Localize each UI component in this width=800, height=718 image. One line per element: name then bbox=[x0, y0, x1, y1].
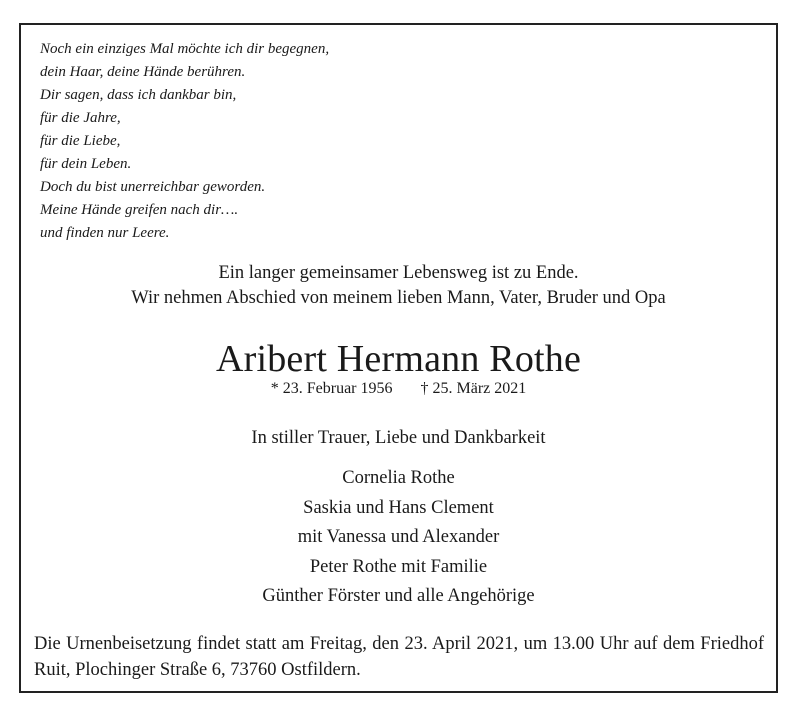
funeral-notice: Die Urnenbeisetzung findet statt am Freitag, den 23. April 2021, um 13.00 Uhr auf dem Friedhof Ruit, Plochinger Straße 6, 73760 Ostfildern. bbox=[34, 634, 764, 680]
poem-line: Dir sagen, dass ich dankbar bin, bbox=[40, 87, 237, 103]
poem-line: und finden nur Leere. bbox=[40, 225, 170, 241]
intro-text bbox=[21, 261, 776, 311]
intro-line: Wir nehmen Abschied von meinem lieben Mann, Vater, Bruder und Opa bbox=[131, 288, 666, 308]
poem bbox=[40, 38, 329, 245]
deceased-name: Aribert Hermann Rothe bbox=[215, 338, 582, 380]
poem-line: Noch ein einziges Mal möchte ich dir begegnen, bbox=[40, 41, 330, 57]
family-member: Günther Förster und alle Angehörige bbox=[262, 586, 535, 606]
poem-line: dein Haar, deine Hände berühren. bbox=[40, 64, 246, 80]
death-date: † 25. März 2021 bbox=[420, 380, 527, 397]
family-member: Saskia und Hans Clement bbox=[303, 497, 494, 518]
birth-date: * 23. Februar 1956 bbox=[270, 380, 393, 397]
family-member: mit Vanessa und Alexander bbox=[297, 527, 500, 547]
poem-line: Doch du bist unerreichbar geworden. bbox=[40, 179, 266, 195]
intro-line: Ein langer gemeinsamer Lebensweg ist zu Ende. bbox=[218, 263, 579, 283]
mourning-line: In stiller Trauer, Liebe und Dankbarkeit bbox=[251, 428, 546, 448]
family-member: Peter Rothe mit Familie bbox=[309, 556, 488, 577]
poem-line: für die Liebe, bbox=[40, 133, 121, 149]
poem-line: für dein Leben. bbox=[40, 156, 132, 172]
obituary-frame bbox=[19, 23, 778, 693]
poem-line: für die Jahre, bbox=[40, 110, 121, 126]
poem-line: Meine Hände greifen nach dir…. bbox=[40, 202, 239, 218]
life-dates bbox=[21, 378, 776, 400]
family-list bbox=[21, 464, 776, 612]
family-member: Cornelia Rothe bbox=[342, 468, 455, 488]
